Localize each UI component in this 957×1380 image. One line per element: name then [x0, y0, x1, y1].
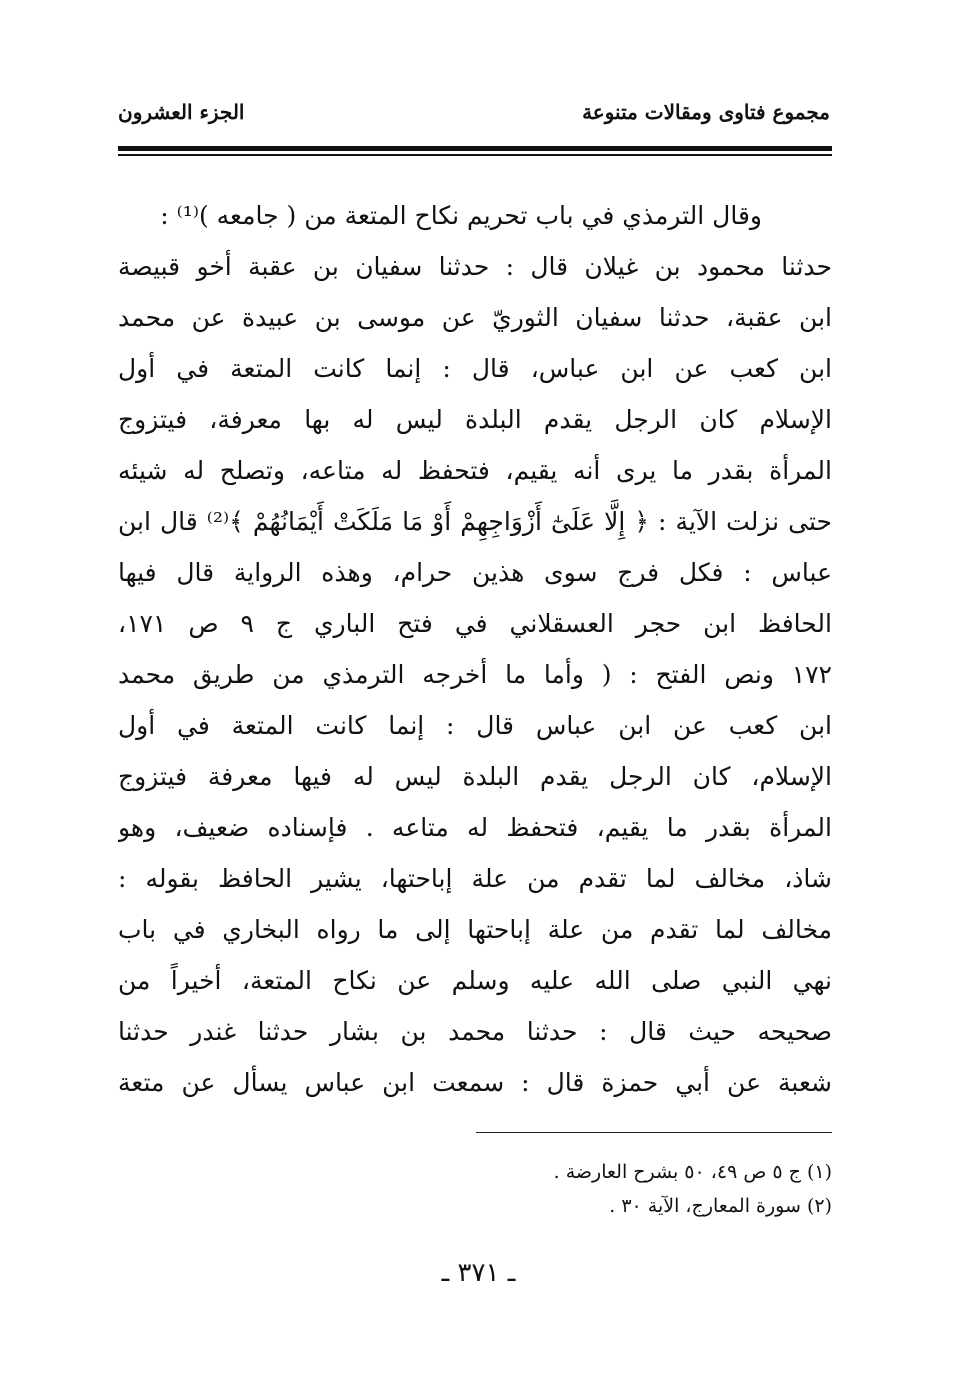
text-line: الإسلام كان الرجل يقدم البلدة ليس له بها معرفة، فيتزوج	[118, 405, 832, 434]
text-line: ١٧٢ ونص الفتح : ( وأما ما أخرجه الترمذي من طريق محمد	[118, 660, 832, 689]
footnotes	[232, 1155, 832, 1223]
text-line: ابن كعب عن ابن عباس، قال : إنما كانت المتعة في أول	[118, 354, 832, 383]
text-line: ابن عقبة، حدثنا سفيان الثوريّ عن موسى بن عبيدة عن محمد	[118, 303, 832, 332]
text-line: المرأة بقدر ما يرى أنه يقيم، فتحفظ له متاعه، وتصلح له شيئه	[118, 456, 832, 485]
page-header	[118, 100, 830, 140]
footnote-separator	[476, 1132, 832, 1133]
text-line: نهي النبي صلى الله عليه وسلم عن نكاح المتعة، أخيراً من	[118, 966, 832, 995]
text-line: عباس : فكل فرج سوى هذين حرام، وهذه الرواية قال فيها	[118, 558, 832, 587]
text-line: شعبة عن أبي حمزة قال : سمعت ابن عباس يسأل عن متعة	[118, 1068, 832, 1097]
main-text	[118, 190, 832, 1108]
text-line: الإسلام، كان الرجل يقدم البلدة ليس له فيها معرفة فيتزوج	[118, 762, 832, 791]
text-line: الحافظ ابن حجر العسقلاني في فتح الباري ج ٩ ص ١٧١،	[118, 609, 832, 638]
text-line: ابن كعب عن ابن عباس قال : إنما كانت المتعة في أول	[118, 711, 832, 740]
footnote: (٢) سورة المعارج، الآية ٣٠ .	[609, 1195, 832, 1217]
volume-label: الجزء العشرون	[118, 100, 245, 124]
text-line: وقال الترمذي في باب تحريم نكاح المتعة من ( جامعه )⁽¹⁾ :	[160, 201, 762, 230]
text-line: صحيحه حيث قال : حدثنا محمد بن بشار حدثنا غندر حدثنا	[118, 1017, 832, 1046]
header-rule-thin	[118, 154, 832, 156]
header-rule-thick	[118, 146, 832, 151]
page-number: ـ ٣٧١ ـ	[441, 1258, 516, 1288]
text-line: حتى نزلت الآية : ﴿ إِلَّا عَلَىٰٓ أَزْوَاجِهِمْ أَوْ مَا مَلَكَتْ أَيْمَانُهُمْ ﴾⁽²⁾ قال ابن	[118, 507, 832, 536]
footnote: (١) ج ٥ ص ٤٩، ٥٠ بشرح العارضة .	[553, 1161, 832, 1183]
text-line: شاذ، مخالف لما تقدم من علة إباحتها، يشير الحافظ بقوله :	[118, 864, 832, 893]
text-line: حدثنا محمود بن غيلان قال : حدثنا سفيان بن عقبة أخو قبيصة	[118, 252, 832, 281]
text-line: المرأة بقدر ما يقيم، فتحفظ له متاعه . فإسناده ضعيف، وهو	[118, 813, 832, 842]
text-line: مخالف لما تقدم من علة إباحتها إلى ما رواه البخاري في باب	[118, 915, 832, 944]
book-title: مجموع فتاوى ومقالات متنوعة	[582, 100, 830, 124]
